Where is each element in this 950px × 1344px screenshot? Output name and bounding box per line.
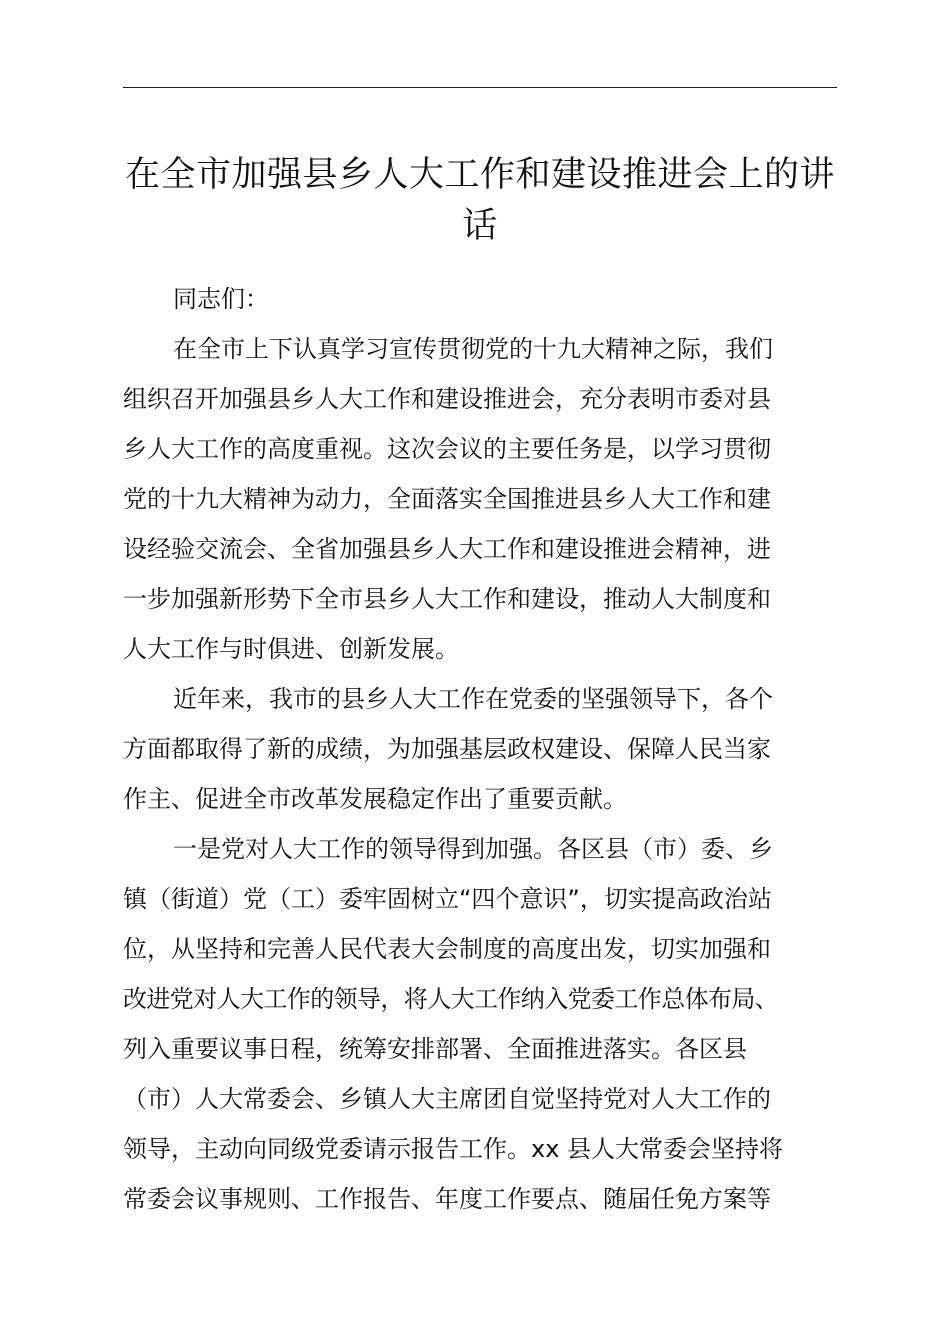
paragraph-line: 人大工作与时俱进、创新发展。	[123, 635, 459, 663]
paragraph-line: 作主、促进全市改革发展稳定作出了重要贡献。	[123, 785, 627, 813]
paragraph-line: 设经验交流会、全省加强县乡人大工作和建设推进会精神，进	[123, 535, 771, 563]
paragraph-line: 近年来，我市的县乡人大工作在党委的坚强领导下，各个	[173, 685, 773, 713]
paragraph-line: 领导，主动向同级党委请示报告工作。xx 县人大常委会坚持将	[123, 1135, 784, 1163]
document-body	[123, 274, 837, 1224]
header-rule	[123, 87, 837, 88]
paragraph-line: （市）人大常委会、乡镇人大主席团自觉坚持党对人大工作的	[123, 1085, 771, 1113]
document-title	[123, 150, 837, 252]
paragraph-line: 改进党对人大工作的领导，将人大工作纳入党委工作总体布局、	[123, 985, 779, 1013]
paragraph-line: 一是党对人大工作的领导得到加强。各区县（市）委、乡	[173, 835, 773, 863]
paragraph-line: 镇（街道）党（工）委牢固树立“四个意识”，切实提高政治站	[123, 885, 772, 913]
paragraph-line: 列入重要议事日程，统筹安排部署、全面推进落实。各区县	[123, 1035, 747, 1063]
paragraph-line: 乡人大工作的高度重视。这次会议的主要任务是，以学习贯彻	[123, 435, 771, 463]
paragraph-line: 位，从坚持和完善人民代表大会制度的高度出发，切实加强和	[123, 935, 771, 963]
paragraph-line: 组织召开加强县乡人大工作和建设推进会，充分表明市委对县	[123, 385, 771, 413]
paragraph-line: 一步加强新形势下全市县乡人大工作和建设，推动人大制度和	[123, 585, 771, 613]
title-line-1: 在全市加强县乡人大工作和建设推进会上的讲	[124, 155, 835, 195]
salutation: 同志们：	[173, 285, 269, 313]
paragraph-line: 常委会议事规则、工作报告、年度工作要点、随届任免方案等	[123, 1185, 771, 1213]
paragraph-line: 方面都取得了新的成绩，为加强基层政权建设、保障人民当家	[123, 735, 771, 763]
paragraph-line: 党的十九大精神为动力，全面落实全国推进县乡人大工作和建	[123, 485, 771, 513]
paragraph-line: 在全市上下认真学习宣传贯彻党的十九大精神之际，我们	[173, 335, 773, 363]
title-line-2: 话	[462, 206, 498, 246]
